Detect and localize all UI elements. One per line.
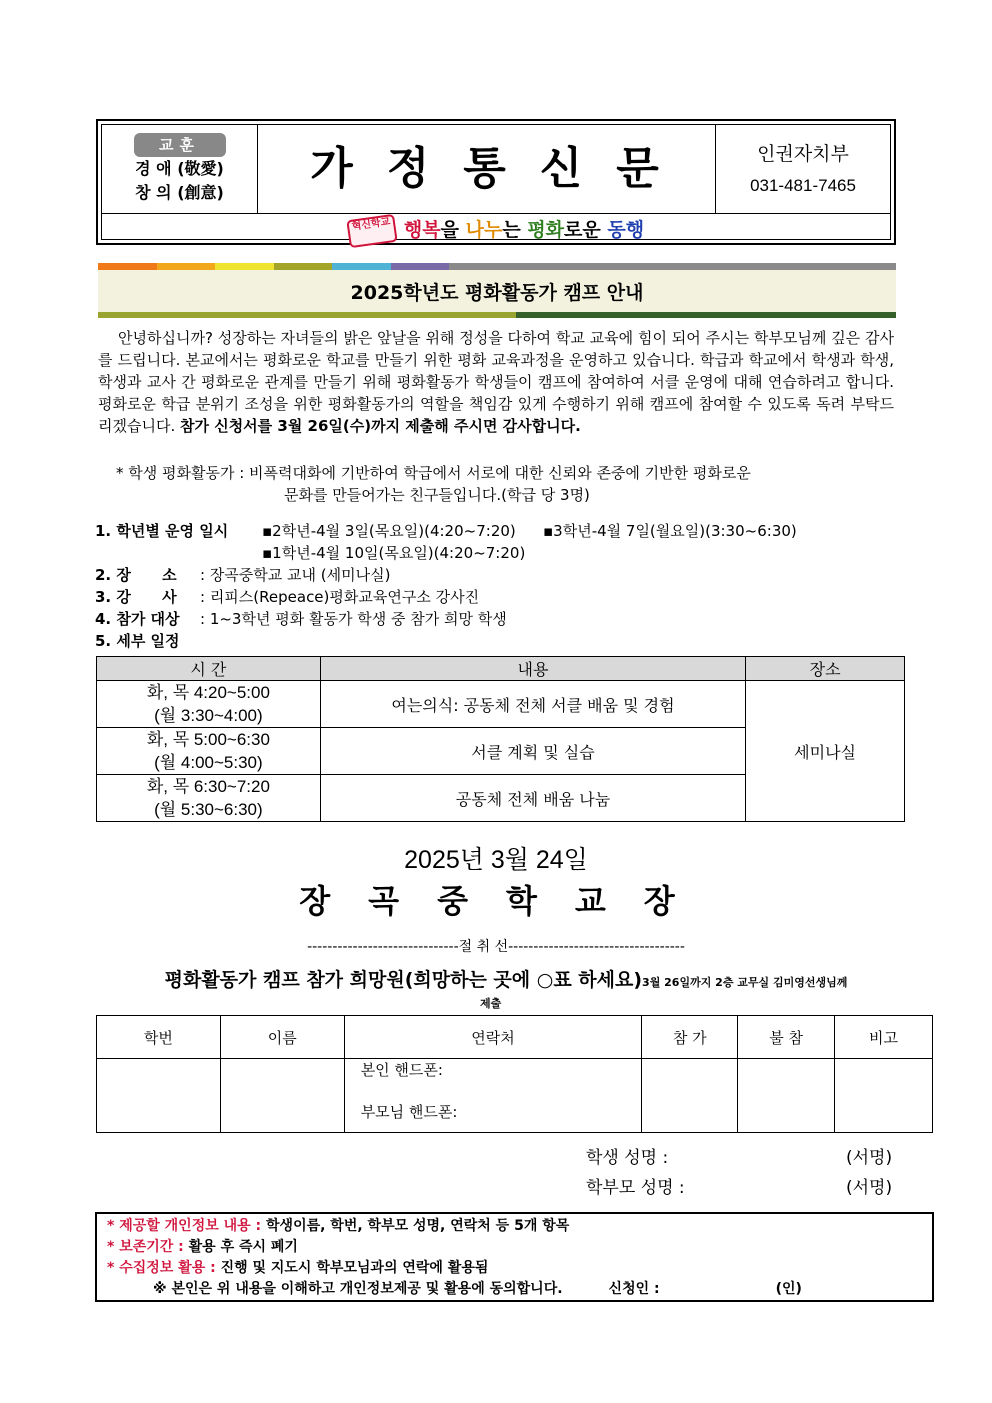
color-bar-segment <box>391 263 450 270</box>
item-1-grade2: ▪2학년-4월 3일(목요일)(4:20~7:20) <box>262 522 516 540</box>
item-2-value: : 장곡중학교 교내 (세미나실) <box>200 566 391 584</box>
intro-text: 안녕하십니까? 성장하는 자녀들의 밝은 앞날을 위해 정성을 다하여 학교 교육에 힘이 되어 주시는 학부모님께 깊은 감사를 드립니다. 본교에서는 평화로운 학교를 만들기 위한 평화 교육과정을 운영하고 있습니다. 학급과 학교에서 학생과 학생, 학생과 교사 간 평화로운 관계를 만들기 위해 평화활동가 학생들이 캠프에 참여하여 서클 운영에 대해 연습하려고 합니다. 평화로운 학급 분위기 조성을 위한 평화활동가의 역할을 책임감 있게 수행하기 위해 캠프에 참여할 수 있도록 독려 부탁드리겠습니다. <box>98 329 894 435</box>
schedule-time <box>97 775 321 822</box>
time-main: 화, 목 4:20~5:00 <box>146 683 270 702</box>
time-main: 화, 목 5:00~6:30 <box>146 730 270 749</box>
issue-date: 2025년 3월 24일 <box>404 846 588 874</box>
slogan-text <box>404 219 644 241</box>
table-row <box>97 681 905 728</box>
application-table <box>96 1015 933 1133</box>
item-4-value: : 1~3학년 평화 활동가 학생 중 참가 희망 학생 <box>200 610 507 628</box>
parent-phone-label: 부모님 핸드폰: <box>360 1103 458 1121</box>
schedule-time <box>97 681 321 728</box>
app-header-id: 학번 <box>97 1016 221 1059</box>
color-bar-segment <box>98 263 157 270</box>
item-1-label: 1. 학년별 운영 일시 <box>95 522 229 540</box>
note-line-1: * 학생 평화활동가 : 비폭력대화에 기반하여 학급에서 서로에 대한 신뢰와 존중에 기반한 평화로운 <box>116 464 751 482</box>
remark-field[interactable] <box>835 1059 933 1133</box>
submission-note: 3월 26일까지 2층 교무실 김미영선생님께 <box>642 976 848 989</box>
submission-note-2: 제출 <box>480 997 502 1010</box>
schedule-time <box>97 728 321 775</box>
color-bar-segment <box>449 263 896 270</box>
time-monday: (월 5:30~6:30) <box>154 800 263 819</box>
student-phone-label: 본인 핸드폰: <box>360 1061 443 1079</box>
absent-field[interactable] <box>738 1059 835 1133</box>
item-3-value: : 리피스(Repeace)평화교육연구소 강사진 <box>200 588 480 606</box>
color-bar-segment <box>332 263 391 270</box>
principal-signature: 장곡중학교장 <box>299 882 713 920</box>
consent-item-value: 진행 및 지도시 학부모님과의 연락에 활용됨 <box>220 1260 489 1276</box>
app-header-attend: 참 가 <box>642 1016 738 1059</box>
letter-header <box>96 119 896 245</box>
application-title-text: 평화활동가 캠프 참가 희망원(희망하는 곳에 ○표 하세요) <box>164 969 643 991</box>
consent-item-value: 학생이름, 학번, 학부모 성명, 연락처 등 5개 항목 <box>266 1218 570 1234</box>
intro-paragraph <box>98 327 894 437</box>
application-title <box>96 965 916 992</box>
app-header-absent: 불 참 <box>738 1016 835 1059</box>
slogan-segment: 행복 <box>403 219 441 241</box>
motto-badge: 교훈 <box>134 133 226 157</box>
color-bar-segment <box>215 263 274 270</box>
department-name: 인권자치부 <box>757 144 849 165</box>
banner-accent-bar <box>98 312 516 318</box>
slogan-segment: 로운 <box>564 219 608 241</box>
student-sign-label: 학생 성명 : <box>586 1148 669 1168</box>
slogan-segment: 을 <box>440 219 466 241</box>
color-bar-segment <box>157 263 216 270</box>
innovation-school-stamp: 혁신학교 <box>346 213 397 247</box>
slogan-segment: 평화 <box>527 219 565 241</box>
schedule-header-time: 시 간 <box>97 657 321 681</box>
cut-line: ------------------------------절 취 선----------------------------------- <box>307 939 685 955</box>
student-id-field[interactable] <box>97 1059 221 1133</box>
item-5-label: 5. 세부 일정 <box>95 632 180 650</box>
schedule-header-place: 장소 <box>746 657 905 681</box>
document-title: 가정통신문 <box>258 125 716 213</box>
app-header-contact: 연락처 <box>344 1016 642 1059</box>
schedule-content: 서클 계획 및 실습 <box>320 728 745 775</box>
student-name-field[interactable] <box>220 1059 344 1133</box>
privacy-consent-box <box>95 1212 934 1302</box>
note-line-2: 문화를 만들어가는 친구들입니다.(학급 당 3명) <box>284 486 590 504</box>
department-phone: 031-481-7465 <box>750 176 856 195</box>
contact-field[interactable] <box>344 1059 642 1133</box>
item-2-label: 2. 장 소 <box>95 566 177 584</box>
item-3-label: 3. 강 사 <box>95 588 177 606</box>
app-header-remark: 비고 <box>835 1016 933 1059</box>
motto-line-1: 경 애 (敬愛) <box>135 159 224 178</box>
schedule-content: 여는의식: 공동체 전체 서클 배움 및 경험 <box>320 681 745 728</box>
slogan-segment: 는 <box>502 219 528 241</box>
schedule-header-content: 내용 <box>320 657 745 681</box>
slogan-row <box>102 213 890 239</box>
consent-agree-text: ※ 본인은 위 내용을 이해하고 개인정보제공 및 활용에 동의합니다. <box>153 1281 563 1297</box>
time-main: 화, 목 6:30~7:20 <box>146 777 270 796</box>
app-header-name: 이름 <box>220 1016 344 1059</box>
student-sign-mark: (서명) <box>846 1148 893 1168</box>
time-monday: (월 4:00~5:30) <box>154 753 263 772</box>
item-4-label: 4. 참가 대상 <box>95 610 180 628</box>
color-bar-segment <box>274 263 333 270</box>
schedule-table <box>96 656 905 822</box>
intro-deadline: 참가 신청서를 3월 26일(수)까지 제출해 주시면 감사합니다. <box>180 417 581 435</box>
schedule-content: 공동체 전체 배움 나눔 <box>320 775 745 822</box>
notice-title-banner: 2025학년도 평화활동가 캠프 안내 <box>98 270 896 318</box>
motto-line-2: 창 의 (創意) <box>135 183 224 202</box>
consent-item-label: * 제공할 개인정보 내용 : <box>107 1218 262 1234</box>
slogan-segment: 동행 <box>607 219 645 241</box>
activist-note <box>98 462 894 506</box>
schedule-place: 세미나실 <box>746 681 905 822</box>
parent-sign-mark: (서명) <box>846 1178 893 1198</box>
consent-item-label: * 수집정보 활용 : <box>107 1260 216 1276</box>
time-monday: (월 3:30~4:00) <box>154 706 263 725</box>
consent-item-value: 활용 후 즉시 폐기 <box>188 1239 298 1255</box>
item-1-grade3: ▪3학년-4월 7일(월요일)(3:30~6:30) <box>543 522 797 540</box>
department-info <box>716 125 890 213</box>
item-1-grade1: ▪1학년-4월 10일(목요일)(4:20~7:20) <box>262 544 526 562</box>
slogan-segment: 나누 <box>465 219 503 241</box>
attend-field[interactable] <box>642 1059 738 1133</box>
applicant-label: 신청인 : <box>608 1281 660 1297</box>
applicant-seal: (인) <box>775 1281 802 1297</box>
school-motto <box>102 125 258 213</box>
parent-sign-label: 학부모 성명 : <box>586 1178 685 1198</box>
consent-item-label: * 보존기간 : <box>107 1239 184 1255</box>
